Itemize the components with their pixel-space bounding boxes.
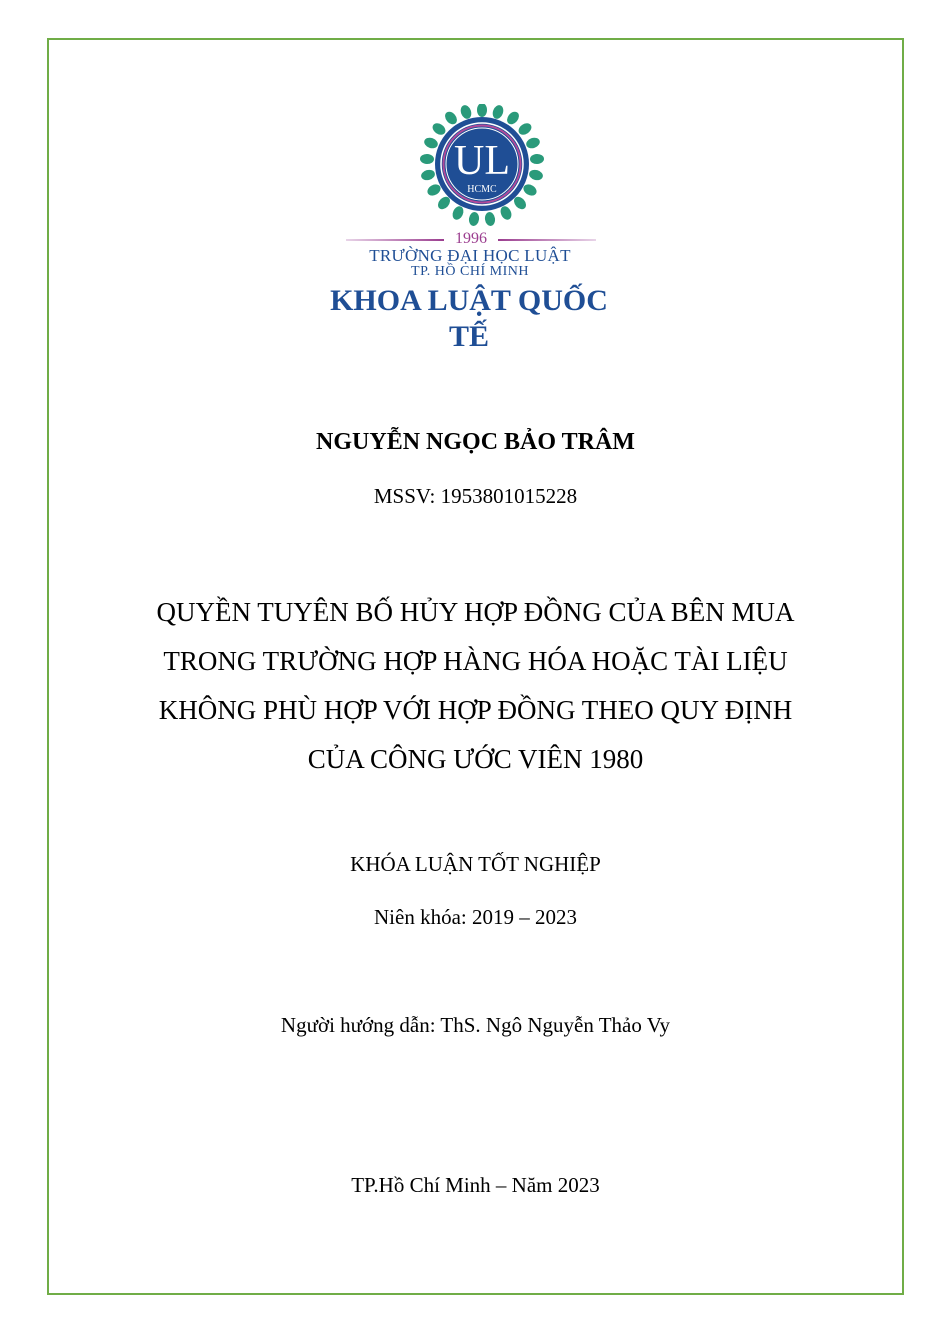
academic-year: Niên khóa: 2019 – 2023 <box>374 905 577 929</box>
thesis-title-line: KHÔNG PHÙ HỢP VỚI HỢP ĐỒNG THEO QUY ĐỊNH <box>158 695 793 725</box>
advisor: Người hướng dẫn: ThS. Ngô Nguyễn Thảo Vy <box>280 1013 671 1037</box>
divider-line <box>498 239 596 241</box>
thesis-title-line: QUYỀN TUYÊN BỐ HỦY HỢP ĐỒNG CỦA BÊN MUA <box>156 597 795 627</box>
student-id: MSSV: 1953801015228 <box>373 484 578 508</box>
thesis-title-line: CỦA CÔNG ƯỚC VIÊN 1980 <box>307 744 644 774</box>
author-name: NGUYỄN NGỌC BẢO TRÂM <box>316 429 635 455</box>
document-type: KHÓA LUẬN TỐT NGHIỆP <box>350 852 601 876</box>
svg-text:HCMC: HCMC <box>467 184 497 195</box>
thesis-title-line: TRONG TRƯỜNG HỢP HÀNG HÓA HOẶC TÀI LIỆU <box>163 646 788 676</box>
thesis-title <box>47 588 904 784</box>
university-logo <box>330 100 630 353</box>
place-and-year: TP.Hồ Chí Minh – Năm 2023 <box>351 1173 600 1197</box>
svg-text:UL: UL <box>454 138 510 184</box>
school-city: TP. HỒ CHÍ MINH <box>411 264 529 279</box>
faculty-name: KHOA LUẬT QUỐC TẾ <box>330 284 608 353</box>
university-emblem-icon <box>410 104 555 229</box>
founded-year: 1996 <box>455 230 487 247</box>
school-name: TRƯỜNG ĐẠI HỌC LUẬT <box>369 246 571 265</box>
